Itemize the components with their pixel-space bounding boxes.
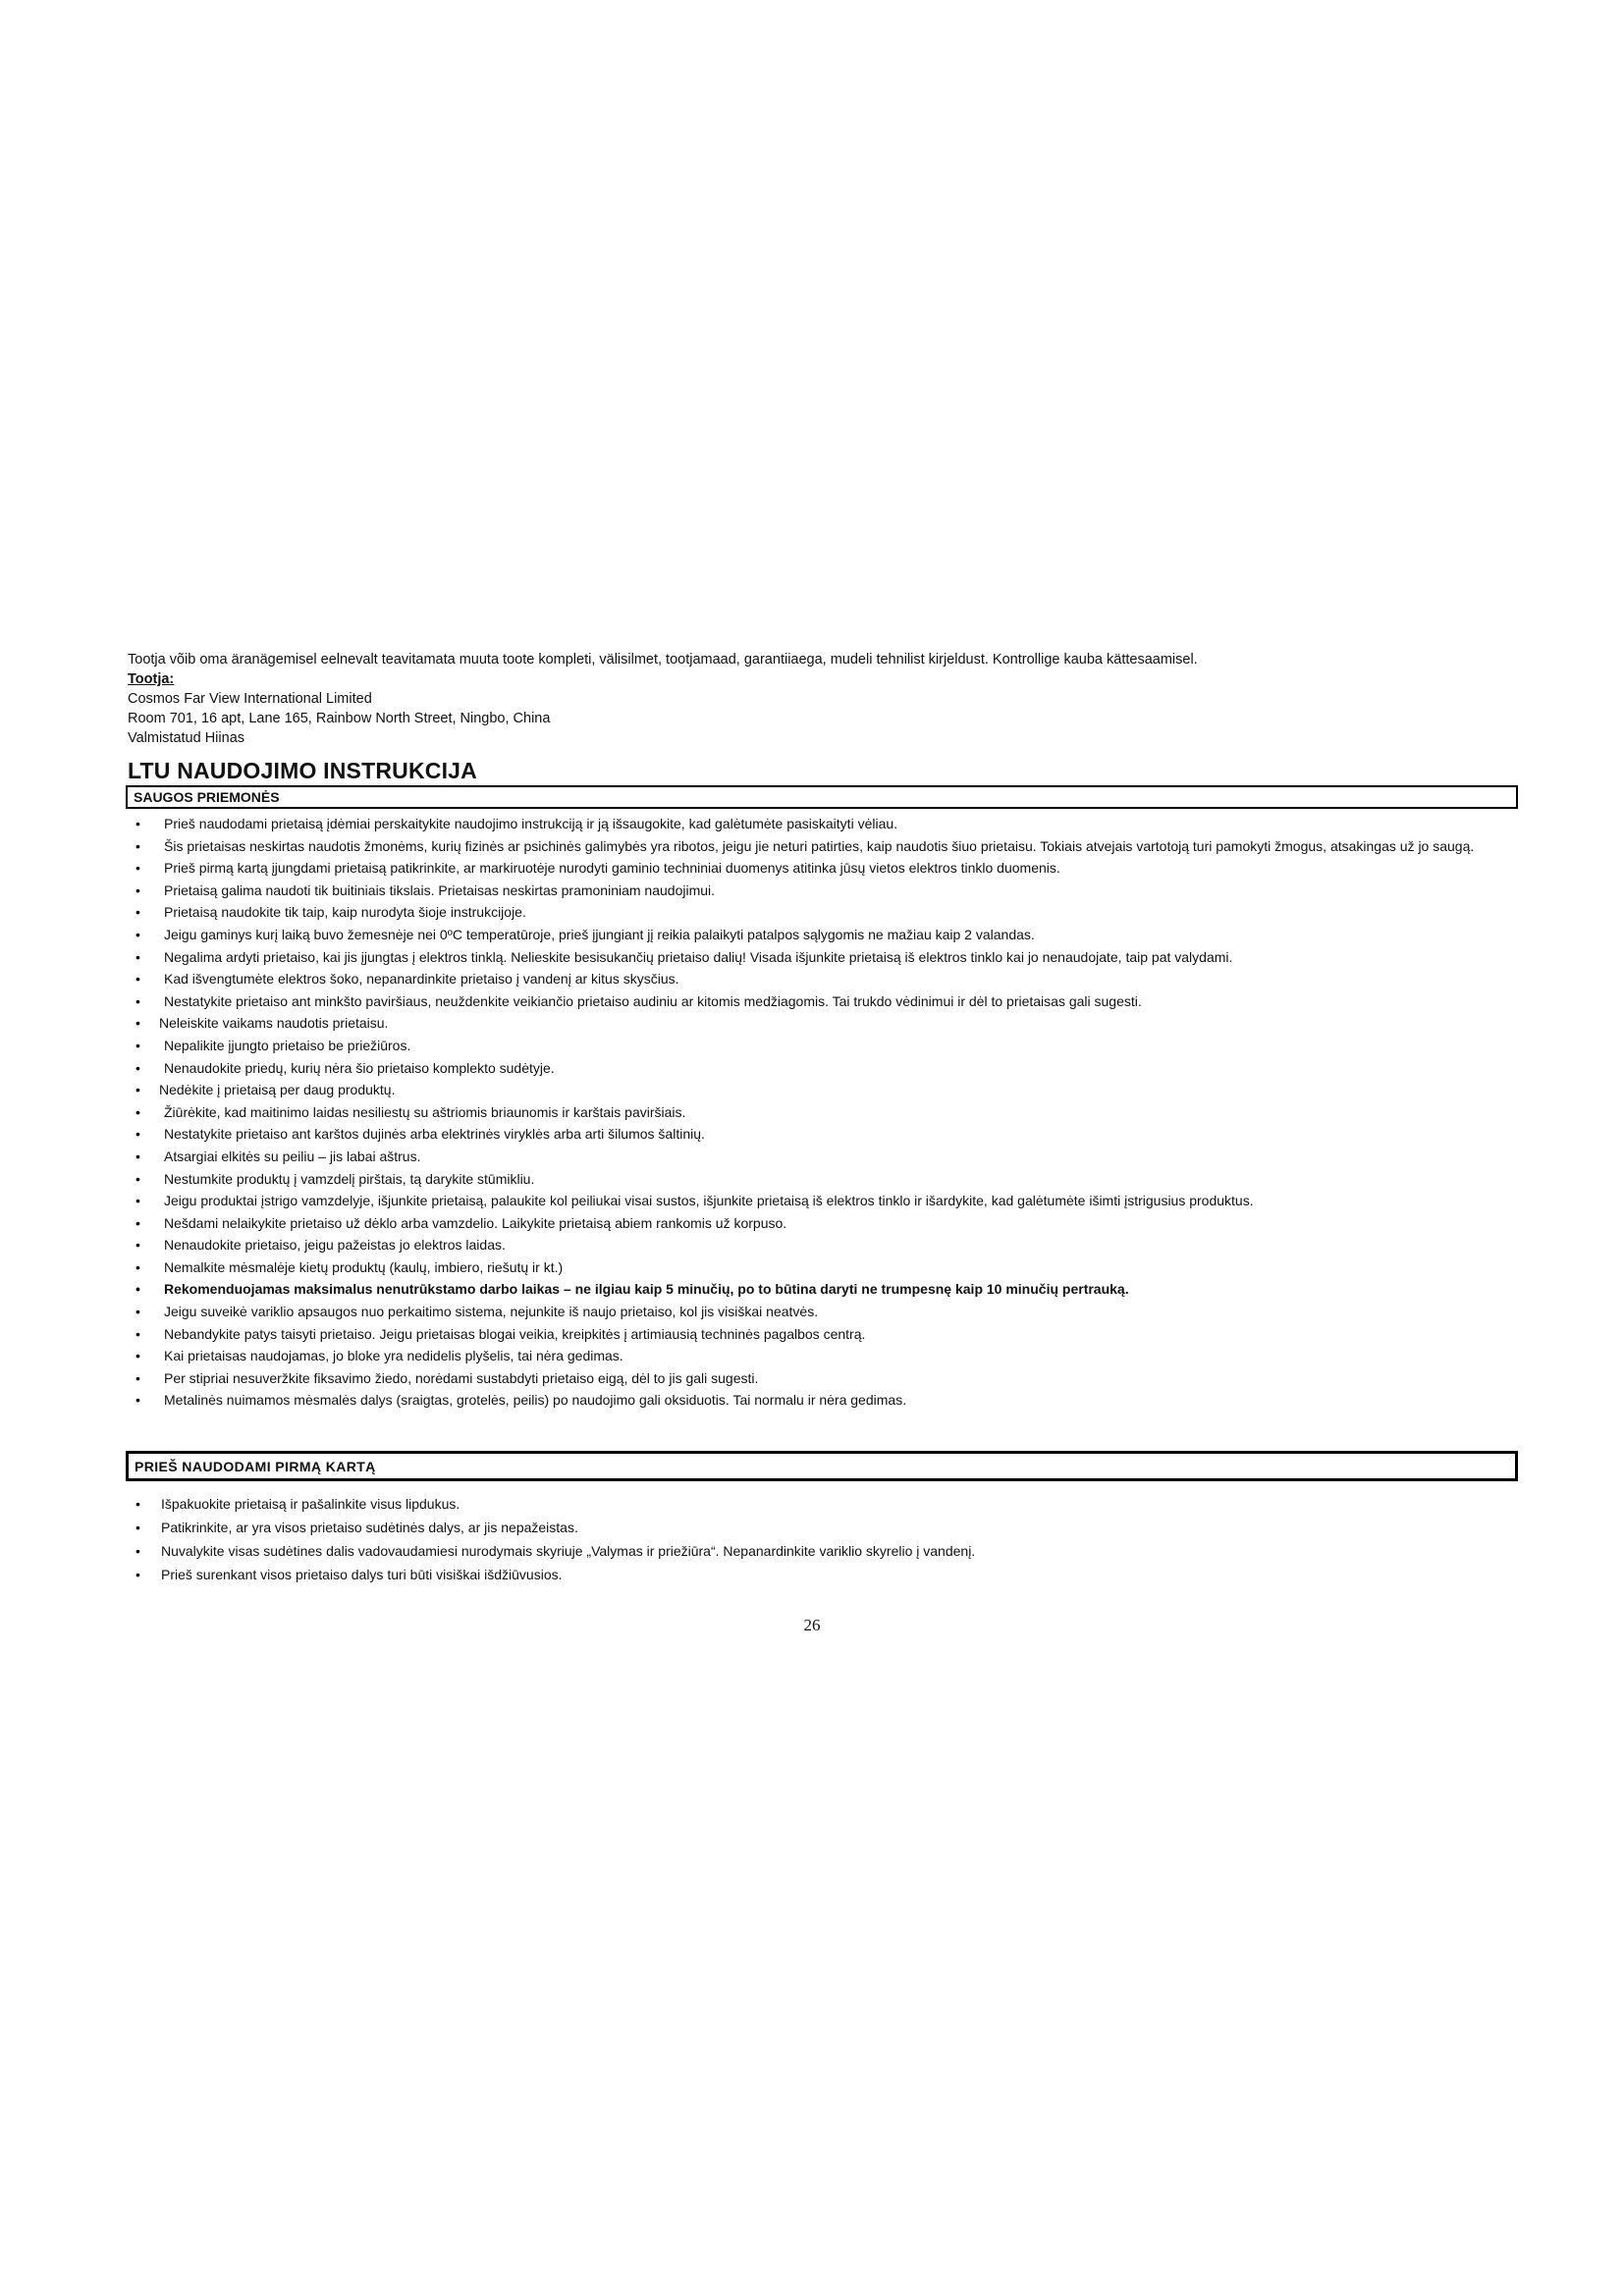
list-item bbox=[118, 1079, 1502, 1101]
page-number: 26 bbox=[803, 1616, 821, 1634]
bullet-icon: • bbox=[135, 1037, 140, 1053]
list-item-text: Kai prietaisas naudojamas, jo bloke yra nedidelis plyšelis, tai nėra gedimas. bbox=[164, 1348, 623, 1364]
list-item bbox=[118, 1367, 1502, 1390]
list-item bbox=[118, 1123, 1502, 1146]
bullet-icon: • bbox=[135, 1392, 140, 1409]
bullet-icon: • bbox=[135, 1304, 140, 1320]
bullet-icon: • bbox=[135, 1543, 140, 1559]
bullet-icon: • bbox=[135, 1126, 140, 1143]
list-item-text: Prieš naudodami prietaisą įdėmiai perskaitykite naudojimo instrukciją ir ją išsaugokite, kad galėtumėte pasiskaityti vėliau. bbox=[164, 816, 898, 831]
list-item bbox=[118, 924, 1502, 946]
bullet-icon: • bbox=[135, 1496, 140, 1512]
safety-list bbox=[118, 813, 1502, 1412]
bullet-icon: • bbox=[135, 992, 140, 1009]
list-item-text: Prietaisą galima naudoti tik buitiniais tikslais. Prietaisas neskirtas pramoniniam naudojimui. bbox=[164, 881, 716, 898]
list-item bbox=[118, 1101, 1502, 1124]
bullet-icon: • bbox=[135, 1325, 140, 1342]
bullet-icon: • bbox=[135, 1193, 140, 1209]
bullet-icon: • bbox=[135, 1281, 140, 1298]
list-item bbox=[118, 835, 1502, 858]
bullet-icon: • bbox=[135, 904, 140, 921]
list-item bbox=[118, 1516, 1502, 1539]
list-item-text: Patikrinkite, ar yra visos prietaiso sudėtinės dalys, ar jis nepažeistas. bbox=[161, 1520, 578, 1535]
list-item bbox=[118, 1539, 1502, 1563]
list-item-text: Prieš pirmą kartą įjungdami prietaisą patikrinkite, ar markiruotėje nurodyti gaminio techniniai duomenys atitinka jūsų vietos elektros tinklo duomenis. bbox=[164, 860, 1060, 877]
bullet-icon: • bbox=[135, 926, 140, 942]
list-item-text: Nedėkite į prietaisą per daug produktų. bbox=[159, 1082, 396, 1098]
list-item-text: Nepalikite įjungto prietaiso be priežiūros. bbox=[164, 1037, 411, 1053]
list-item bbox=[118, 1492, 1502, 1516]
list-item-text: Nestumkite produktų į vamzdelį pirštais, tą darykite stūmikliu. bbox=[164, 1170, 535, 1187]
list-item-text: Atsargiai elkitės su peiliu – jis labai aštrus. bbox=[164, 1148, 421, 1164]
bullet-icon: • bbox=[135, 1015, 140, 1032]
list-item-text: Nenaudokite prietaiso, jeigu pažeistas jo elektros laidas. bbox=[164, 1237, 506, 1254]
list-item-text: Per stipriai nesuveržkite fiksavimo žiedo, norėdami sustabdyti prietaiso eigą, dėl to jis gali sugesti. bbox=[164, 1369, 759, 1386]
made-in-text: Valmistatud Hiinas bbox=[128, 730, 245, 746]
list-item bbox=[118, 880, 1502, 902]
list-item-text: Jeigu gaminys kurį laiką buvo žemesnėje nei 0ºC temperatūroje, prieš įjungiant jį reikia palaikyti patalpos sąlygomis ne mažiau kaip 2 valandas. bbox=[164, 926, 1035, 942]
manufacturer-label: Tootja: bbox=[128, 671, 175, 687]
list-item-text: Prietaisą naudokite tik taip, kaip nurodyta šioje instrukcijoje. bbox=[164, 904, 526, 921]
first-use-list bbox=[118, 1492, 1502, 1586]
list-item-text: Išpakuokite prietaisą ir pašalinkite visus lipdukus. bbox=[161, 1496, 460, 1512]
bullet-icon: • bbox=[135, 1369, 140, 1386]
bullet-icon: • bbox=[135, 881, 140, 898]
list-item bbox=[118, 857, 1502, 880]
list-item bbox=[118, 1301, 1502, 1323]
bullet-icon: • bbox=[135, 1103, 140, 1120]
bullet-icon: • bbox=[135, 1148, 140, 1164]
bullet-icon: • bbox=[135, 837, 140, 854]
list-item bbox=[118, 1323, 1502, 1346]
list-item-text: Jeigu suveikė variklio apsaugos nuo perkaitimo sistema, nejunkite iš naujo prietaiso, kol jis visiškai neatvės. bbox=[164, 1304, 819, 1320]
list-item bbox=[118, 1190, 1502, 1212]
list-item bbox=[118, 990, 1502, 1013]
list-item-text: Negalima ardyti prietaiso, kai jis įjungtas į elektros tinklą. Nelieskite besisukančių prietaiso dalių! Visada išjunkite prietaisą iš elektros tinklo kai jo nenaudojate, taip pat valydami. bbox=[164, 948, 1233, 965]
list-item-text: Rekomenduojamas maksimalus nenutrūkstamo darbo laikas – ne ilgiau kaip 5 minučių, po to būtina daryti ne trumpesnę kaip 10 minučių pertrauką. bbox=[164, 1281, 1129, 1298]
disclaimer-text: Tootja võib oma äranägemisel eelnevalt teavitamata muuta toote kompleti, välisilmet, tootjamaad, garantiiaega, mudeli tehnilist kirjeldust. Kontrollige kauba kättesaamisel. bbox=[128, 652, 1198, 667]
estonian-notice bbox=[128, 650, 1502, 748]
list-item bbox=[118, 1389, 1502, 1412]
bullet-icon: • bbox=[135, 1082, 140, 1098]
list-item-text: Nešdami nelaikykite prietaiso už dėklo arba vamzdelio. Laikykite prietaisą abiem rankomis už korpuso. bbox=[164, 1214, 787, 1231]
bullet-icon: • bbox=[135, 860, 140, 877]
bullet-icon: • bbox=[135, 1348, 140, 1364]
list-item-text: Šis prietaisas neskirtas naudotis žmonėms, kurių fizinės ar psichinės galimybės yra ribotos, jeigu jie neturi patirties, kaip naudotis šiuo prietaisu. Tokiais atvejais vartotoją turi pamokyti žmogus, atsakingas už jo saugą. bbox=[164, 837, 1475, 854]
bullet-icon: • bbox=[135, 1520, 140, 1535]
list-item bbox=[118, 1057, 1502, 1080]
bullet-icon: • bbox=[135, 816, 140, 831]
list-item bbox=[118, 1345, 1502, 1367]
bullet-icon: • bbox=[135, 1258, 140, 1275]
list-item bbox=[118, 968, 1502, 990]
list-item-text: Nebandykite patys taisyti prietaiso. Jeigu prietaisas blogai veikia, kreipkitės į artimiausią techninės pagalbos centrą. bbox=[164, 1325, 866, 1342]
list-item bbox=[118, 1256, 1502, 1279]
list-item-text: Metalinės nuimamos mėsmalės dalys (sraigtas, grotelės, peilis) po naudojimo gali oksiduotis. Tai normalu ir nėra gedimas. bbox=[164, 1392, 907, 1409]
list-item bbox=[118, 1234, 1502, 1256]
bullet-icon: • bbox=[135, 948, 140, 965]
list-item-text: Neleiskite vaikams naudotis prietaisu. bbox=[159, 1015, 389, 1032]
list-item bbox=[118, 1212, 1502, 1235]
list-item bbox=[118, 1563, 1502, 1586]
list-item-text: Nenaudokite priedų, kurių nėra šio prietaiso komplekto sudėtyje. bbox=[164, 1059, 555, 1076]
list-item bbox=[118, 901, 1502, 924]
list-item-text: Nestatykite prietaiso ant karštos dujinės arba elektrinės viryklės arba arti šilumos šaltinių. bbox=[164, 1126, 705, 1143]
list-item bbox=[118, 1035, 1502, 1057]
company-address: Room 701, 16 apt, Lane 165, Rainbow North Street, Ningbo, China bbox=[128, 711, 551, 726]
list-item-text: Nestatykite prietaiso ant minkšto paviršiaus, neuždenkite veikiančio prietaiso audiniu ar kitomis medžiagomis. Tai trukdo vėdinimui ir dėl to prietaisas gali sugesti. bbox=[164, 992, 1142, 1009]
bullet-icon: • bbox=[135, 971, 140, 988]
bullet-icon: • bbox=[135, 1170, 140, 1187]
page-title: LTU NAUDOJIMO INSTRUKCIJA bbox=[128, 758, 477, 783]
bullet-icon: • bbox=[135, 1059, 140, 1076]
bullet-icon: • bbox=[135, 1214, 140, 1231]
list-item bbox=[118, 1012, 1502, 1035]
list-item bbox=[118, 1278, 1502, 1301]
list-item-text: Kad išvengtumėte elektros šoko, nepanardinkite prietaiso į vandenį ar kitus skysčius. bbox=[164, 971, 679, 988]
first-use-section-heading: PRIEŠ NAUDODAMI PIRMĄ KARTĄ bbox=[126, 1451, 1518, 1481]
list-item bbox=[118, 1146, 1502, 1168]
company-name: Cosmos Far View International Limited bbox=[128, 691, 372, 707]
list-item bbox=[118, 1168, 1502, 1191]
list-item bbox=[118, 813, 1502, 835]
list-item-text: Žiūrėkite, kad maitinimo laidas nesiliestų su aštriomis briaunomis ir karštais paviršiais. bbox=[164, 1103, 686, 1120]
list-item-text: Nemalkite mėsmalėje kietų produktų (kaulų, imbiero, riešutų ir kt.) bbox=[164, 1258, 564, 1275]
list-item bbox=[118, 946, 1502, 969]
bullet-icon: • bbox=[135, 1237, 140, 1254]
bullet-icon: • bbox=[135, 1567, 140, 1582]
list-item-text: Nuvalykite visas sudėtines dalis vadovaudamiesi nurodymais skyriuje „Valymas ir priežiūra“. Nepanardinkite variklio skyrelio į vandenį. bbox=[161, 1543, 976, 1559]
list-item-text: Jeigu produktai įstrigo vamzdelyje, išjunkite prietaisą, palaukite kol peiliukai visai sustos, išjunkite prietaisą iš elektros tinklo ir išardykite, kad galėtumėte išimti įstrigusius produktus. bbox=[164, 1193, 1254, 1209]
safety-section-heading: SAUGOS PRIEMONĖS bbox=[126, 785, 1518, 809]
list-item-text: Prieš surenkant visos prietaiso dalys turi būti visiškai išdžiūvusios. bbox=[161, 1567, 563, 1582]
